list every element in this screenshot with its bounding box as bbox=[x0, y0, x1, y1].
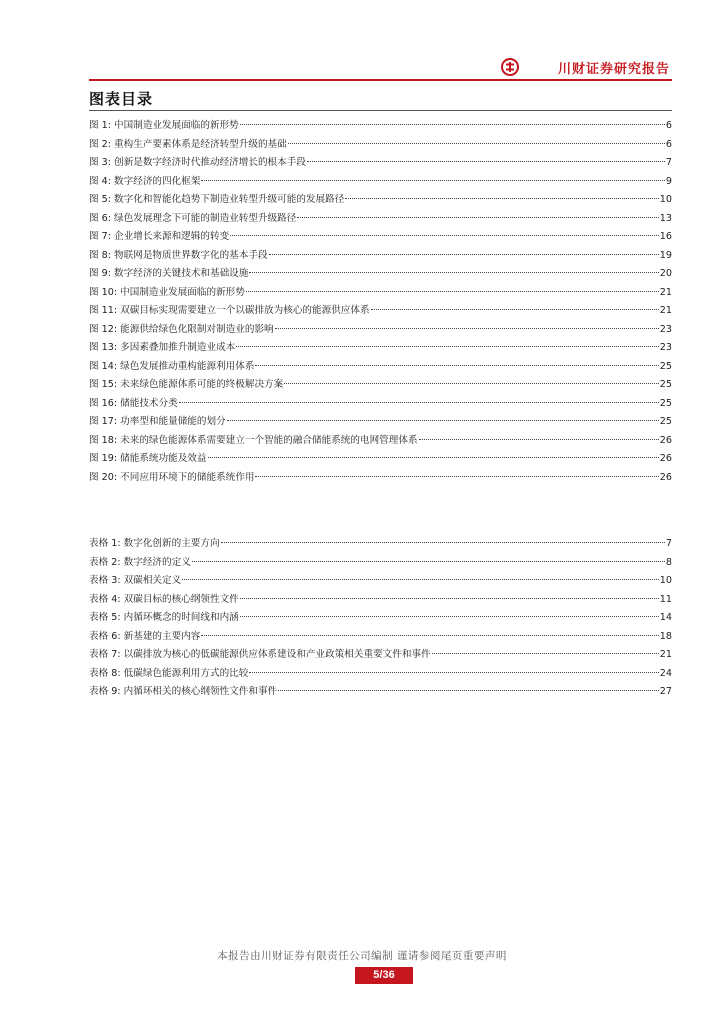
toc-entry-text bbox=[89, 572, 181, 591]
dot-leader bbox=[297, 217, 658, 218]
figure-toc-row[interactable] bbox=[89, 117, 672, 136]
toc-entry-title: 绿色发展推动重构能源利用体系 bbox=[120, 360, 255, 372]
toc-entry-title: 数字经济的关键技术和基础设施 bbox=[114, 268, 249, 279]
table-toc-row[interactable] bbox=[89, 572, 672, 591]
toc-entry-title: 能源供给绿色化限制对制造业的影响 bbox=[120, 323, 274, 335]
toc-entry-label: 图 16: bbox=[89, 397, 118, 409]
figure-toc-row[interactable] bbox=[89, 154, 672, 173]
toc-page-number: 6 bbox=[665, 120, 672, 131]
toc-page-number: 27 bbox=[659, 686, 672, 697]
toc-entry-text bbox=[89, 609, 239, 628]
toc-entry-title: 内循环相关的核心纲领性文件和事件 bbox=[123, 686, 278, 697]
toc-entry-text bbox=[89, 247, 268, 266]
figure-toc-row[interactable] bbox=[89, 265, 672, 284]
toc-entry-title: 不同应用环境下的储能系统作用 bbox=[120, 471, 255, 483]
toc-page-number: 24 bbox=[659, 667, 672, 679]
toc-entry-title: 功率型和能量储能的划分 bbox=[120, 416, 226, 427]
toc-title: 图表目录 bbox=[89, 90, 154, 108]
dot-leader bbox=[201, 180, 665, 181]
figure-toc-row[interactable] bbox=[89, 358, 672, 377]
toc-entry-title: 创新是数字经济时代推动经济增长的根本手段 bbox=[114, 157, 306, 168]
toc-entry-text bbox=[89, 136, 287, 155]
dot-leader bbox=[246, 291, 659, 292]
toc-page-number: 21 bbox=[659, 305, 672, 316]
toc-page-number: 13 bbox=[659, 212, 672, 224]
toc-entry-text bbox=[89, 210, 296, 229]
figure-toc-row[interactable] bbox=[89, 450, 672, 469]
toc-entry-label: 图 12: bbox=[89, 323, 118, 335]
toc-entry-label: 图 2: bbox=[89, 138, 111, 150]
toc-entry-text bbox=[89, 265, 248, 284]
toc-entry-title: 物联网是物质世界数字化的基本手段 bbox=[114, 249, 268, 261]
title-divider bbox=[89, 110, 672, 111]
table-toc-row[interactable] bbox=[89, 646, 672, 665]
toc-page-number: 10 bbox=[659, 194, 672, 205]
brand-name: 川财证券研究报告 bbox=[557, 62, 670, 77]
toc-entry-text bbox=[89, 683, 277, 702]
toc-entry-label: 图 3: bbox=[89, 157, 111, 168]
toc-entry-title: 双碳相关定义 bbox=[123, 575, 182, 586]
header-divider bbox=[89, 79, 672, 81]
toc-entry-text bbox=[89, 450, 207, 469]
toc-page-number: 26 bbox=[659, 434, 672, 446]
dot-leader bbox=[345, 198, 658, 199]
toc-entry-label: 图 18: bbox=[89, 434, 118, 446]
toc-page-number: 6 bbox=[665, 138, 672, 150]
dot-leader bbox=[240, 616, 659, 617]
toc-entry-label: 表格 7: bbox=[89, 649, 121, 660]
toc-entry-text bbox=[89, 665, 248, 684]
toc-entry-label: 图 13: bbox=[89, 342, 118, 353]
toc-entry-text bbox=[89, 591, 239, 610]
toc-page-number: 25 bbox=[659, 360, 672, 372]
toc-entry-text bbox=[89, 321, 274, 340]
dot-leader bbox=[179, 402, 659, 403]
toc-entry-title: 储能技术分类 bbox=[120, 397, 178, 409]
dot-leader bbox=[284, 383, 659, 384]
figure-toc-row[interactable] bbox=[89, 469, 672, 488]
toc-entry-text bbox=[89, 284, 245, 303]
toc-page-number: 23 bbox=[659, 323, 672, 335]
table-toc-row[interactable] bbox=[89, 535, 672, 554]
toc-entry-title: 重构生产要素体系是经济转型升级的基础 bbox=[114, 138, 287, 150]
toc-entry-label: 图 1: bbox=[89, 120, 111, 131]
toc-entry-label: 表格 2: bbox=[89, 556, 121, 568]
toc-entry-text bbox=[89, 413, 226, 432]
toc-entry-text bbox=[89, 554, 191, 573]
toc-entry-title: 未来的绿色能源体系需要建立一个智能的融合储能系统的电网管理体系 bbox=[120, 434, 418, 446]
figure-toc-row[interactable] bbox=[89, 136, 672, 155]
chuancai-logo-icon bbox=[501, 58, 519, 76]
toc-page-number: 21 bbox=[659, 286, 672, 298]
dot-leader bbox=[432, 653, 659, 654]
dot-leader bbox=[419, 439, 659, 440]
dot-leader bbox=[240, 124, 665, 125]
dot-leader bbox=[221, 542, 665, 543]
toc-entry-label: 表格 3: bbox=[89, 575, 121, 586]
dot-leader bbox=[307, 161, 665, 162]
dot-leader bbox=[275, 328, 659, 329]
toc-entry-label: 表格 9: bbox=[89, 686, 121, 697]
dot-leader bbox=[255, 365, 658, 366]
dot-leader bbox=[249, 672, 658, 673]
figure-toc-row[interactable] bbox=[89, 376, 672, 395]
dot-leader bbox=[278, 690, 659, 691]
figures-list bbox=[89, 117, 672, 487]
toc-page-number: 25 bbox=[659, 416, 672, 427]
toc-entry-text bbox=[89, 228, 229, 247]
toc-entry-label: 表格 5: bbox=[89, 612, 121, 623]
toc-entry-text bbox=[89, 395, 178, 414]
toc-page-number: 25 bbox=[659, 379, 672, 390]
toc-page-number: 11 bbox=[659, 593, 672, 605]
toc-entry-text bbox=[89, 646, 431, 665]
toc-entry-text bbox=[89, 358, 254, 377]
toc-entry-text bbox=[89, 432, 418, 451]
toc-entry-title: 以碳排放为核心的低碳能源供应体系建设和产业政策相关重要文件和事件 bbox=[123, 649, 431, 660]
figure-toc-row[interactable] bbox=[89, 191, 672, 210]
toc-entry-title: 数字经济的四化框架 bbox=[114, 175, 201, 187]
toc-page-number: 9 bbox=[665, 175, 672, 187]
toc-page-number: 7 bbox=[665, 157, 672, 168]
toc-entry-text bbox=[89, 339, 235, 358]
toc-entry-text bbox=[89, 469, 254, 488]
toc-entry-text bbox=[89, 302, 370, 321]
dot-leader bbox=[208, 457, 659, 458]
toc-page-number: 14 bbox=[659, 612, 672, 623]
dot-leader bbox=[269, 254, 659, 255]
toc-entry-title: 未来绿色能源体系可能的终极解决方案 bbox=[120, 379, 284, 390]
toc-entry-label: 图 10: bbox=[89, 286, 118, 298]
table-toc-row[interactable] bbox=[89, 683, 672, 702]
toc-entry-text bbox=[89, 173, 200, 192]
toc-entry-label: 表格 8: bbox=[89, 667, 121, 679]
toc-entry-label: 表格 1: bbox=[89, 538, 121, 549]
table-toc-row[interactable] bbox=[89, 609, 672, 628]
toc-page-number: 7 bbox=[665, 538, 672, 549]
toc-page-number: 19 bbox=[659, 249, 672, 261]
dot-leader bbox=[371, 309, 659, 310]
toc-entry-label: 图 19: bbox=[89, 453, 118, 464]
tables-list bbox=[89, 535, 672, 702]
table-toc-row[interactable] bbox=[89, 554, 672, 573]
toc-entry-title: 双碳目标的核心纲领性文件 bbox=[123, 593, 239, 605]
dot-leader bbox=[288, 143, 665, 144]
dot-leader bbox=[249, 272, 658, 273]
figure-toc-row[interactable] bbox=[89, 395, 672, 414]
toc-page-number: 23 bbox=[659, 342, 672, 353]
toc-entry-text bbox=[89, 376, 283, 395]
toc-entry-label: 图 8: bbox=[89, 249, 111, 261]
toc-entry-text bbox=[89, 628, 200, 647]
toc-entry-title: 企业增长来源和逻辑的转变 bbox=[114, 231, 230, 242]
toc-entry-label: 图 4: bbox=[89, 175, 111, 187]
toc-page-number: 8 bbox=[665, 556, 672, 568]
dot-leader bbox=[192, 561, 665, 562]
toc-entry-text bbox=[89, 191, 344, 210]
figure-toc-row[interactable] bbox=[89, 321, 672, 340]
figure-toc-row[interactable] bbox=[89, 302, 672, 321]
figure-toc-row[interactable] bbox=[89, 247, 672, 266]
toc-entry-title: 绿色发展理念下可能的制造业转型升级路径 bbox=[114, 212, 297, 224]
toc-entry-title: 中国制造业发展面临的新形势 bbox=[114, 120, 239, 131]
toc-entry-title: 数字化创新的主要方向 bbox=[123, 538, 220, 549]
toc-entry-label: 图 15: bbox=[89, 379, 118, 390]
toc-entry-label: 图 20: bbox=[89, 471, 118, 483]
page-header bbox=[89, 56, 672, 80]
toc-entry-title: 双碳目标实现需要建立一个以碳排放为核心的能源供应体系 bbox=[120, 305, 370, 316]
toc-entry-title: 中国制造业发展面临的新形势 bbox=[120, 286, 245, 298]
toc-page-number: 21 bbox=[659, 649, 672, 660]
toc-entry-title: 数字化和智能化趋势下制造业转型升级可能的发展路径 bbox=[114, 194, 345, 205]
toc-entry-label: 图 6: bbox=[89, 212, 111, 224]
toc-entry-label: 图 14: bbox=[89, 360, 118, 372]
toc-entry-label: 表格 6: bbox=[89, 630, 121, 642]
toc-page-number: 10 bbox=[659, 575, 672, 586]
toc-page-number: 26 bbox=[659, 453, 672, 464]
dot-leader bbox=[201, 635, 658, 636]
toc-page-number: 25 bbox=[659, 397, 672, 409]
toc-entry-title: 内循环概念的时间线和内涵 bbox=[123, 612, 239, 623]
table-toc-row[interactable] bbox=[89, 591, 672, 610]
table-toc-row[interactable] bbox=[89, 665, 672, 684]
dot-leader bbox=[182, 579, 659, 580]
toc-entry-label: 图 7: bbox=[89, 231, 111, 242]
toc-entry-label: 图 11: bbox=[89, 305, 118, 316]
toc-page-number: 20 bbox=[659, 268, 672, 279]
dot-leader bbox=[230, 235, 659, 236]
dot-leader bbox=[240, 598, 659, 599]
table-toc-row[interactable] bbox=[89, 628, 672, 647]
toc-page-number: 16 bbox=[659, 231, 672, 242]
figure-toc-row[interactable] bbox=[89, 432, 672, 451]
figure-toc-row[interactable] bbox=[89, 228, 672, 247]
toc-entry-label: 图 9: bbox=[89, 268, 111, 279]
toc-entry-label: 图 5: bbox=[89, 194, 111, 205]
dot-leader bbox=[255, 476, 658, 477]
page-number-badge: 5/36 bbox=[355, 967, 413, 984]
dot-leader bbox=[227, 420, 659, 421]
figure-toc-row[interactable] bbox=[89, 284, 672, 303]
toc-entry-text bbox=[89, 117, 239, 136]
toc-entry-title: 储能系统功能及效益 bbox=[120, 453, 207, 464]
toc-entry-text bbox=[89, 535, 220, 554]
toc-entry-label: 图 17: bbox=[89, 416, 118, 427]
figure-toc-row[interactable] bbox=[89, 339, 672, 358]
toc-entry-title: 低碳绿色能源利用方式的比较 bbox=[123, 667, 249, 679]
toc-entry-title: 新基建的主要内容 bbox=[123, 630, 201, 642]
disclaimer-note: 本报告由川财证券有限责任公司编制 谨请参阅尾页重要声明 bbox=[217, 950, 507, 962]
dot-leader bbox=[236, 346, 659, 347]
toc-page-number: 18 bbox=[659, 630, 672, 642]
toc-page-number: 26 bbox=[659, 471, 672, 483]
figure-toc-row[interactable] bbox=[89, 210, 672, 229]
figure-toc-row[interactable] bbox=[89, 413, 672, 432]
toc-entry-text bbox=[89, 154, 306, 173]
toc-entry-title: 数字经济的定义 bbox=[123, 556, 191, 568]
figure-toc-row[interactable] bbox=[89, 173, 672, 192]
toc-entry-label: 表格 4: bbox=[89, 593, 121, 605]
toc-entry-title: 多因素叠加推升制造业成本 bbox=[120, 342, 236, 353]
